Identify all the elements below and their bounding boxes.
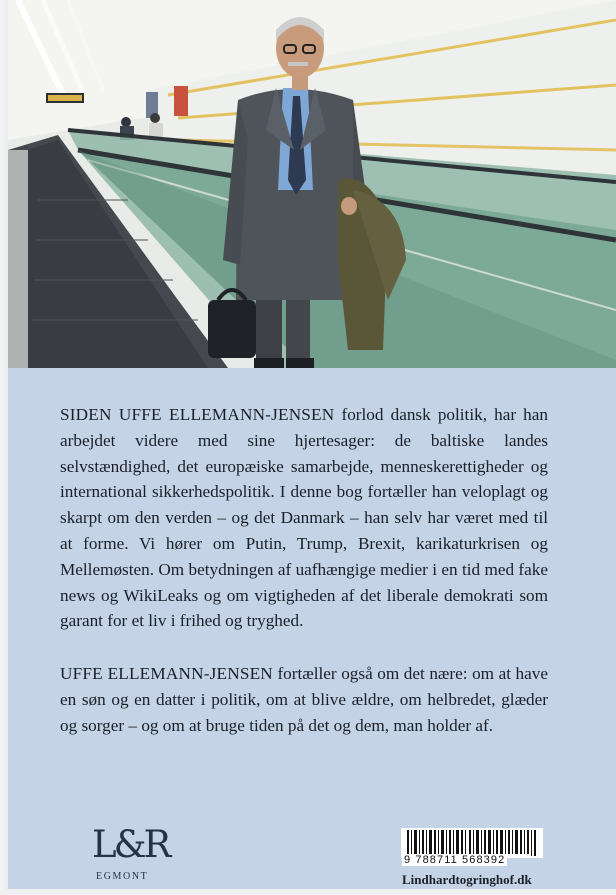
publisher-website: Lindhardtogringhof.dk [402, 872, 532, 887]
author-photo [8, 0, 616, 368]
blurb-paragraph-1 [60, 402, 548, 634]
publisher-name: EGMONT [96, 871, 149, 882]
paragraph-lead: UFFE ELLEMANN-JENSEN [60, 664, 273, 684]
isbn-number: 9 788711 568392 [404, 854, 506, 866]
barcode-block [401, 828, 543, 890]
blurb-text [60, 402, 548, 766]
cover-bottom-edge [0, 889, 616, 895]
publisher-logo [86, 823, 169, 885]
paragraph-body: fortæller også om det nære: om at have en søn og en datter i politik, om at blive ældre, om helbredet, glæder og sorger – og om at bruge tiden på det og dem, man holder af. [60, 664, 548, 735]
paragraph-body: forlod dansk politik, har han arbejdet videre med sine hjertesager: de baltiske landes selvstændighed, det europæiske samarbejde, menneskerettigheder og international sikkerhedspolitik. I denne bog fortæller han veloplagt og skarpt om den verden – og det Danmark – han selv har været med til at forme. Vi hører om Putin, Trump, Brexit, karikaturkrisen og Mellemøsten. Om betydningen af uafhængige medier i en tid med fake news og WikiLeaks og om vigtigheden af det liberale demokrati som garant for et liv i frihed og tryghed. [60, 405, 548, 631]
blurb-paragraph-2 [60, 661, 548, 738]
book-spine-edge [0, 0, 8, 895]
publisher-logo-mark: L&R [92, 823, 169, 866]
paragraph-lead: SIDEN UFFE ELLEMANN-JENSEN [60, 405, 335, 424]
